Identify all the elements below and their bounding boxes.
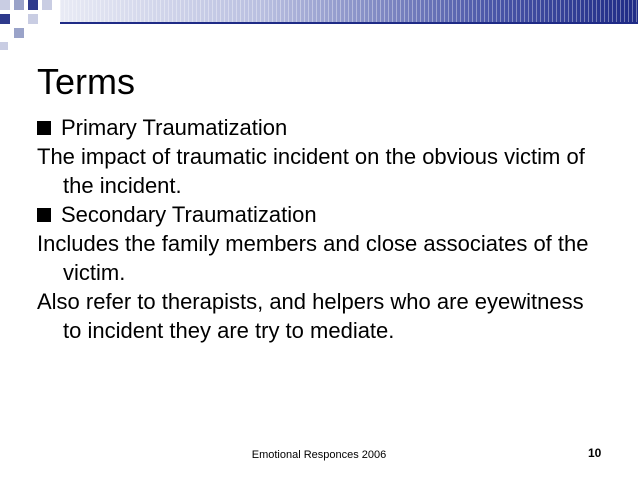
- square-bullet-icon: [37, 208, 51, 222]
- bullet-item: [37, 200, 607, 229]
- slide-body: [37, 113, 607, 345]
- header-band: [60, 0, 638, 22]
- slide-footer: Emotional Responces 2006: [251, 449, 387, 461]
- square-bullet-icon: [37, 121, 51, 135]
- decor-square: [0, 14, 10, 24]
- header-rule: [60, 22, 638, 24]
- decor-square: [0, 0, 10, 10]
- bullet-text: Primary Traumatization: [61, 115, 288, 140]
- body-paragraph: Includes the family members and close associates of the victim.: [37, 231, 589, 285]
- bullet-item: [37, 113, 607, 142]
- page-number: 10: [588, 446, 602, 460]
- decor-square: [14, 28, 24, 38]
- decor-square: [0, 42, 8, 50]
- body-paragraph: The impact of traumatic incident on the obvious victim of the incident.: [37, 144, 585, 198]
- body-paragraph: Also refer to therapists, and helpers who are eyewitness to incident they are try to mediate.: [37, 289, 584, 343]
- decor-square: [28, 14, 38, 24]
- decor-square: [28, 0, 38, 10]
- slide-title: Terms: [37, 61, 135, 102]
- bullet-text: Secondary Traumatization: [61, 202, 317, 227]
- decor-square: [14, 0, 24, 10]
- decor-square: [42, 0, 52, 10]
